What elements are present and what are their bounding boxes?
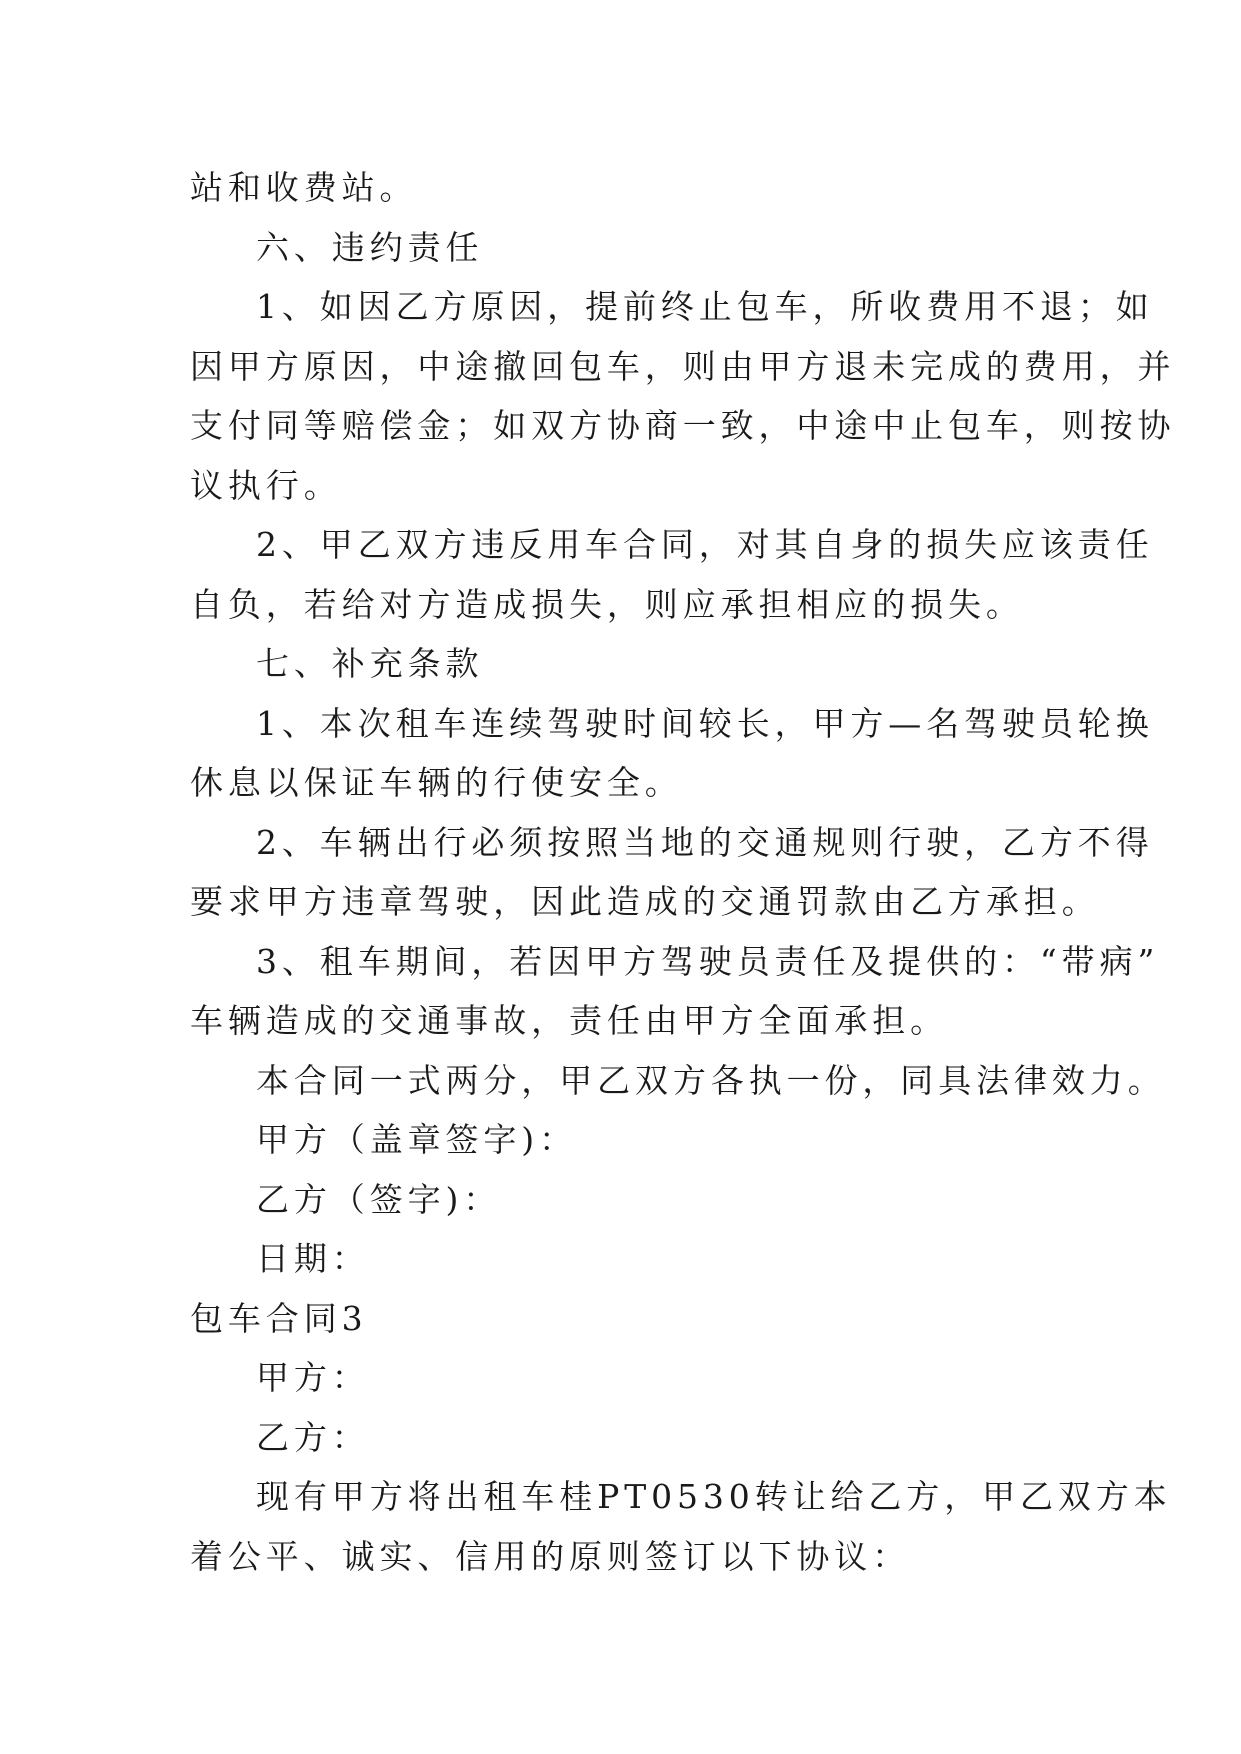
- paragraph-line-first: 日期：: [256, 1239, 370, 1278]
- paragraph-line-first: 3、租车期间，若因甲方驾驶员责任及提供的：“带病”: [256, 941, 1160, 981]
- paragraph-line: 要求甲方违章驾驶，因此造成的交通罚款由乙方承担。: [190, 882, 1100, 921]
- paragraph-line: 自负，若给对方造成损失，则应承担相应的损失。: [190, 584, 1024, 624]
- paragraph-line-first: 六、违约责任: [256, 227, 484, 267]
- paragraph-line-first: 现有甲方将出租车桂PT0530转让给乙方，甲乙双方本: [256, 1477, 1172, 1516]
- paragraph-line: 休息以保证车辆的行使安全。: [190, 763, 683, 802]
- paragraph-line-first: 1、本次租车连续驾驶时间较长，甲方—名驾驶员轮换: [256, 703, 1154, 743]
- paragraph-line-first: 本合同一式两分，甲乙双方各执一份，同具法律效力。: [256, 1060, 1166, 1100]
- paragraph-line-first: 2、车辆出行必须按照当地的交通规则行驶，乙方不得: [256, 822, 1154, 862]
- paragraph-line: 着公平、诚实、信用的原则签订以下协议：: [190, 1536, 911, 1576]
- paragraph-line-first: 乙方：: [256, 1417, 370, 1457]
- document-body: [190, 158, 1176, 1586]
- paragraph-line: 车辆造成的交通事故，责任由甲方全面承担。: [190, 1001, 948, 1040]
- paragraph-line-first: 1、如因乙方原因，提前终止包车，所收费用不退；如: [256, 287, 1154, 326]
- paragraph-line: 因甲方原因，中途撤回包车，则由甲方退未完成的费用，并: [190, 346, 1176, 386]
- paragraph-line: 议执行。: [190, 465, 342, 505]
- paragraph-line-first: 甲方：: [256, 1358, 370, 1397]
- paragraph-line-first: 七、补充条款: [256, 644, 484, 683]
- paragraph-line-first: 甲方（盖章签字)：: [256, 1120, 577, 1159]
- paragraph-line: 支付同等赔偿金；如双方协商一致，中途中止包车，则按协: [190, 406, 1176, 445]
- paragraph-line-first: 乙方（签字)：: [256, 1179, 502, 1219]
- paragraph-line-first: 2、甲乙双方违反用车合同，对其自身的损失应该责任: [256, 525, 1154, 564]
- paragraph-line-first: 包车合同3: [190, 1298, 368, 1338]
- paragraph-line-first: 站和收费站。: [190, 168, 418, 207]
